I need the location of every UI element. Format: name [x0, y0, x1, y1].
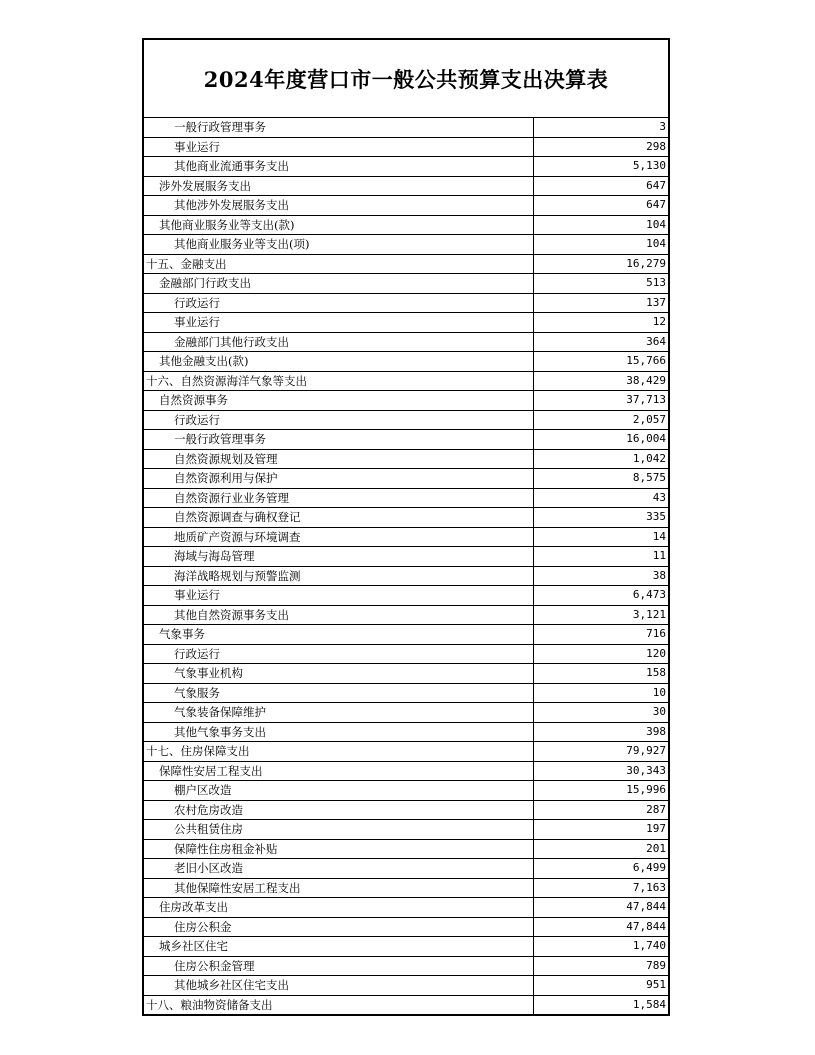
item-amount: 16,004	[534, 430, 669, 450]
item-amount: 398	[534, 722, 669, 742]
item-amount: 647	[534, 176, 669, 196]
item-name: 行政运行	[144, 644, 534, 664]
table-row	[144, 820, 668, 840]
item-amount: 10	[534, 683, 669, 703]
item-amount: 298	[534, 137, 669, 157]
table-row	[144, 917, 668, 937]
item-amount: 43	[534, 488, 669, 508]
table-row	[144, 137, 668, 157]
table-row	[144, 722, 668, 742]
table-row	[144, 332, 668, 352]
item-amount: 1,042	[534, 449, 669, 469]
item-amount: 137	[534, 293, 669, 313]
table-row	[144, 391, 668, 411]
table-row	[144, 839, 668, 859]
page-title: 2024年度营口市一般公共预算支出决算表	[203, 66, 609, 92]
item-amount: 716	[534, 625, 669, 645]
item-name: 其他商业服务业等支出(项)	[144, 235, 534, 255]
table-row	[144, 313, 668, 333]
item-amount: 1,584	[632, 997, 666, 1011]
item-amount: 789	[534, 956, 669, 976]
table-row	[144, 937, 668, 957]
table-row	[144, 683, 668, 703]
table-row	[144, 664, 668, 684]
table-row	[144, 800, 668, 820]
item-name: 十七、住房保障支出	[144, 742, 534, 762]
table-row	[144, 625, 668, 645]
table-row	[144, 761, 668, 781]
item-amount: 1,740	[534, 937, 669, 957]
item-amount: 513	[534, 274, 669, 294]
table-row	[144, 703, 668, 723]
table-row	[144, 371, 668, 391]
item-name: 其他商业服务业等支出(款)	[144, 215, 534, 235]
table-row	[144, 995, 668, 1014]
table-row	[144, 235, 668, 255]
item-name: 金融部门其他行政支出	[144, 332, 534, 352]
table-row	[144, 196, 668, 216]
item-name: 保障性住房租金补贴	[144, 839, 534, 859]
table-row	[144, 508, 668, 528]
item-amount: 287	[534, 800, 669, 820]
item-name: 其他气象事务支出	[144, 722, 534, 742]
table-row	[144, 566, 668, 586]
item-amount: 16,279	[534, 254, 669, 274]
expenditure-table	[144, 118, 668, 1014]
table-row	[144, 157, 668, 177]
table-row	[144, 215, 668, 235]
item-name: 地质矿产资源与环境调查	[144, 527, 534, 547]
item-amount: 37,713	[534, 391, 669, 411]
item-amount: 104	[534, 215, 669, 235]
item-name: 城乡社区住宅	[144, 937, 534, 957]
item-name: 其他保障性安居工程支出	[144, 878, 534, 898]
table-row	[144, 742, 668, 762]
item-name: 其他自然资源事务支出	[144, 605, 534, 625]
item-amount: 79,927	[534, 742, 669, 762]
table-row	[144, 449, 668, 469]
item-amount: 3,121	[534, 605, 669, 625]
table-row	[144, 469, 668, 489]
item-name: 住房公积金管理	[144, 956, 534, 976]
item-name: 其他城乡社区住宅支出	[144, 976, 534, 996]
item-name: 金融部门行政支出	[144, 274, 534, 294]
item-name: 行政运行	[144, 410, 534, 430]
table-row	[144, 586, 668, 606]
item-amount: 30,343	[534, 761, 669, 781]
table-row	[144, 352, 668, 372]
item-name: 一般行政管理事务	[144, 118, 534, 137]
table-row	[144, 781, 668, 801]
table-row	[144, 956, 668, 976]
item-amount: 6,473	[534, 586, 669, 606]
item-name: 农村危房改造	[144, 800, 534, 820]
item-name: 事业运行	[144, 313, 534, 333]
item-amount: 104	[534, 235, 669, 255]
table-row	[144, 547, 668, 567]
item-name: 行政运行	[144, 293, 534, 313]
item-amount: 6,499	[534, 859, 669, 879]
item-name: 自然资源调查与确权登记	[144, 508, 534, 528]
item-name: 老旧小区改造	[144, 859, 534, 879]
item-name: 住房公积金	[144, 917, 534, 937]
table-row	[144, 527, 668, 547]
item-name: 保障性安居工程支出	[144, 761, 534, 781]
item-amount: 3	[534, 118, 669, 137]
item-name: 自然资源事务	[144, 391, 534, 411]
item-name: 气象服务	[144, 683, 534, 703]
item-name: 气象事务	[144, 625, 534, 645]
item-name: 其他涉外发展服务支出	[144, 196, 534, 216]
item-amount: 15,996	[534, 781, 669, 801]
item-amount: 335	[534, 508, 669, 528]
item-amount: 47,844	[534, 898, 669, 918]
item-amount: 12	[534, 313, 669, 333]
item-name: 其他商业流通事务支出	[144, 157, 534, 177]
table-row	[144, 898, 668, 918]
item-amount: 11	[534, 547, 669, 567]
item-name: 十八、粮油物资储备支出	[144, 995, 534, 1014]
item-amount: 38	[534, 566, 669, 586]
item-amount: 5,130	[534, 157, 669, 177]
item-name: 公共租赁住房	[144, 820, 534, 840]
item-name: 十五、金融支出	[144, 254, 534, 274]
table-row	[144, 605, 668, 625]
table-row	[144, 878, 668, 898]
item-amount: 7,163	[534, 878, 669, 898]
item-name: 事业运行	[144, 137, 534, 157]
item-amount: 951	[534, 976, 669, 996]
item-name: 其他金融支出(款)	[144, 352, 534, 372]
item-name: 海域与海岛管理	[144, 547, 534, 567]
title-box	[144, 40, 668, 118]
item-name: 住房改革支出	[144, 898, 534, 918]
table-row	[144, 118, 668, 137]
table-row	[144, 430, 668, 450]
item-amount: 201	[534, 839, 669, 859]
table-row	[144, 859, 668, 879]
item-name: 自然资源行业业务管理	[144, 488, 534, 508]
item-name: 海洋战略规划与预警监测	[144, 566, 534, 586]
item-amount: 38,429	[534, 371, 669, 391]
table-row	[144, 274, 668, 294]
item-name: 棚户区改造	[144, 781, 534, 801]
table-row	[144, 488, 668, 508]
item-name: 气象装备保障维护	[144, 703, 534, 723]
table-row	[144, 254, 668, 274]
item-name: 一般行政管理事务	[144, 430, 534, 450]
item-amount: 47,844	[534, 917, 669, 937]
budget-table-sheet	[142, 38, 670, 1016]
table-row	[144, 410, 668, 430]
item-name: 涉外发展服务支出	[144, 176, 534, 196]
item-name: 自然资源规划及管理	[144, 449, 534, 469]
item-name: 气象事业机构	[144, 664, 534, 684]
item-amount: 120	[534, 644, 669, 664]
item-amount: 158	[534, 664, 669, 684]
item-amount: 14	[534, 527, 669, 547]
item-amount: 30	[534, 703, 669, 723]
table-row	[144, 976, 668, 996]
table-row	[144, 176, 668, 196]
item-amount: 364	[534, 332, 669, 352]
table-row	[144, 293, 668, 313]
table-row	[144, 644, 668, 664]
item-name: 十六、自然资源海洋气象等支出	[144, 371, 534, 391]
item-amount: 197	[534, 820, 669, 840]
item-name: 事业运行	[144, 586, 534, 606]
item-amount: 8,575	[534, 469, 669, 489]
item-amount: 15,766	[534, 352, 669, 372]
item-name: 自然资源利用与保护	[144, 469, 534, 489]
item-amount: 2,057	[534, 410, 669, 430]
item-amount: 647	[534, 196, 669, 216]
table-body	[144, 118, 668, 1014]
